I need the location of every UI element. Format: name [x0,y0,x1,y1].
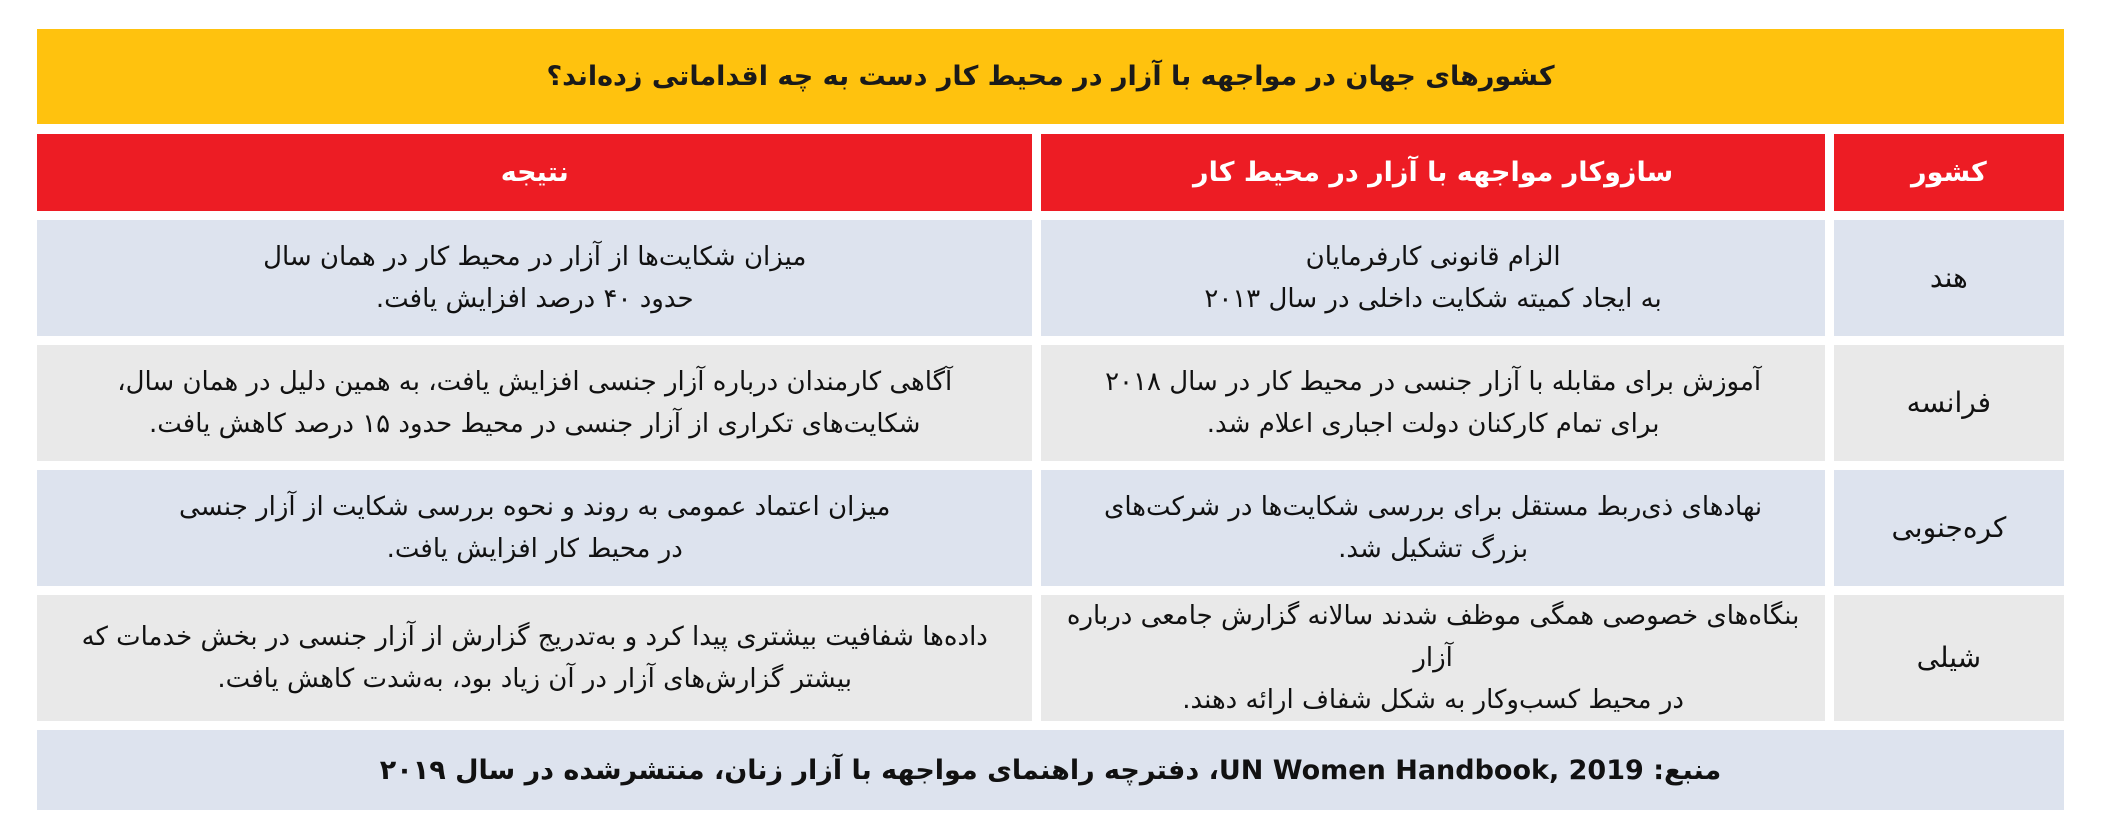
measures-table-wrapper [37,125,2064,730]
infographic [37,29,2064,810]
header-mechanism: سازوکار مواجهه با آزار در محیط کار [1041,134,1824,211]
infographic-title: کشورهای جهان در مواجهه با آزار در محیط کار دست به چه اقداماتی زده‌اند؟ [37,29,2064,124]
cell-mechanism: بنگاه‌های خصوصی همگی موظف شدند سالانه گزارش جامعی درباره آزار در محیط کسب‌وکار به شکل شفاف ارائه دهند. [1041,595,1824,721]
source-note: منبع: UN Women Handbook, 2019، دفترچه راهنمای مواجهه با آزار زنان، منتشرشده در سال ۲۰۱۹ [37,730,2064,810]
table-row [37,220,2064,336]
cell-result: میزان اعتماد عمومی به روند و نحوه بررسی شکایت از آزار جنسی در محیط کار افزایش یافت. [37,470,1032,586]
table-row [37,345,2064,461]
header-country: کشور [1834,134,2064,211]
cell-result: آگاهی کارمندان درباره آزار جنسی افزایش یافت، به همین دلیل در همان سال، شکایت‌های تکراری از آزار جنسی در محیط حدود ۱۵ درصد کاهش یافت. [37,345,1032,461]
cell-country: هند [1834,220,2064,336]
cell-mechanism: آموزش برای مقابله با آزار جنسی در محیط کار در سال ۲۰۱۸ برای تمام کارکنان دولت اجباری اعلام شد. [1041,345,1824,461]
cell-country: شیلی [1834,595,2064,721]
cell-country: کره‌جنوبی [1834,470,2064,586]
header-result: نتیجه [37,134,1032,211]
cell-mechanism: نهادهای ذی‌ربط مستقل برای بررسی شکایت‌ها در شرکت‌های بزرگ تشکیل شد. [1041,470,1824,586]
measures-table [28,125,2073,730]
cell-result: داده‌ها شفافیت بیشتری پیدا کرد و به‌تدریج گزارش از آزار جنسی در بخش خدمات که بیشتر گزارش‌های آزار در آن زیاد بود، به‌شدت کاهش یافت. [37,595,1032,721]
cell-result: میزان شکایت‌ها از آزار در محیط کار در همان سال حدود ۴۰ درصد افزایش یافت. [37,220,1032,336]
cell-mechanism: الزام قانونی کارفرمایان به ایجاد کمیته شکایت داخلی در سال ۲۰۱۳ [1041,220,1824,336]
table-row [37,470,2064,586]
cell-country: فرانسه [1834,345,2064,461]
table-row [37,595,2064,721]
table-header-row [37,134,2064,211]
